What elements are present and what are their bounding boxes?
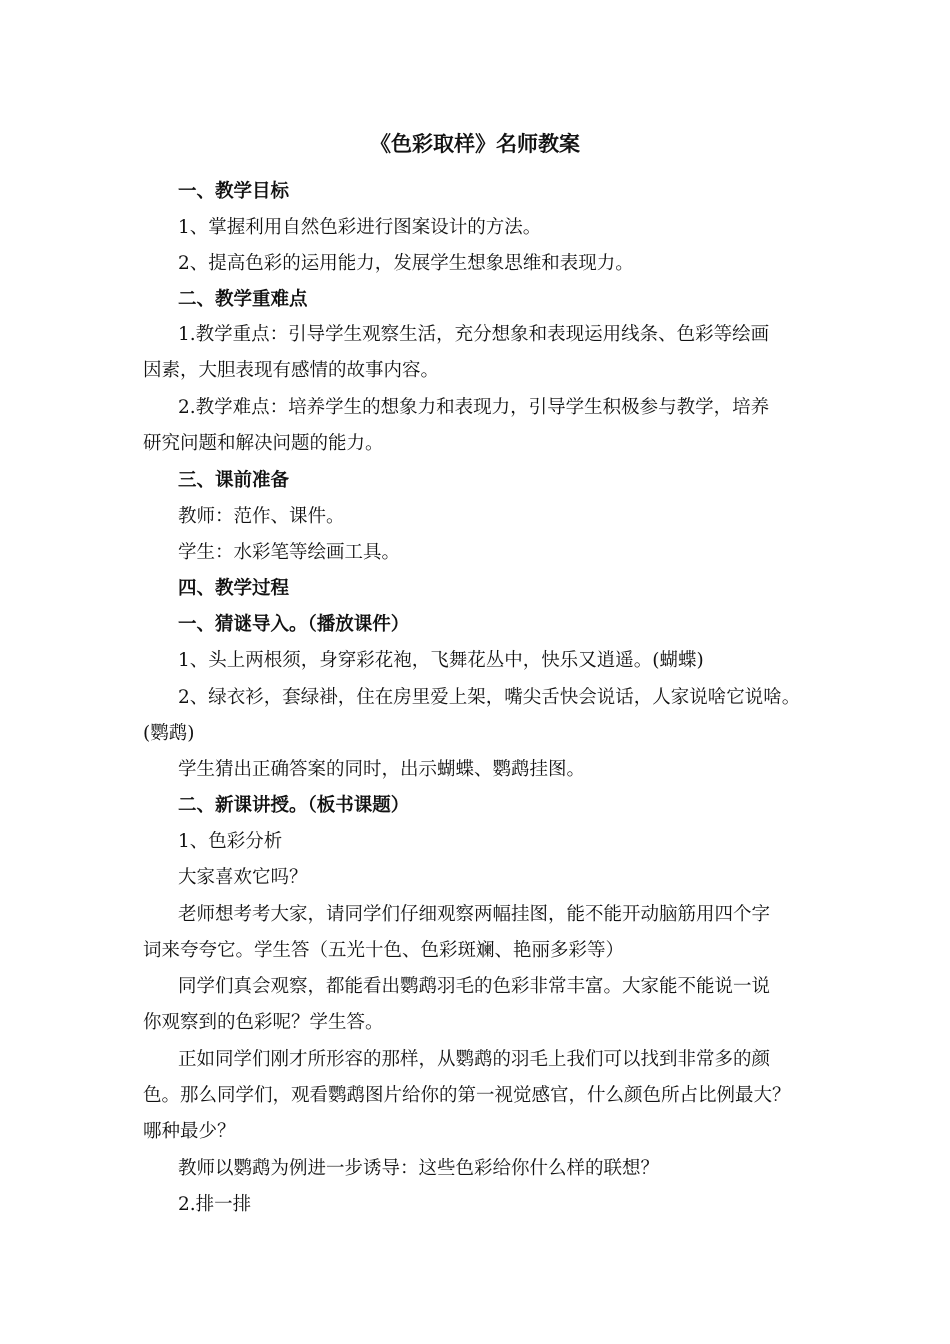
paragraph-line: 教师以鹦鹉为例进一步诱导：这些色彩给你什么样的联想？ — [178, 1158, 660, 1179]
paragraph-line: 色。那么同学们，观看鹦鹉图片给你的第一视觉感官，什么颜色所占比例最大？ — [143, 1085, 791, 1106]
paragraph-line: 你观察到的色彩呢？学生答。 — [143, 1012, 384, 1033]
paragraph-line: 同学们真会观察，都能看出鹦鹉羽毛的色彩非常丰富。大家能不能说一说 — [178, 976, 771, 997]
section-heading: 二、教学重难点 — [178, 289, 308, 310]
paragraph-line: 教师：范作、课件。 — [178, 506, 345, 527]
paragraph-line: 因素，大胆表现有感情的故事内容。 — [143, 360, 440, 381]
paragraph-line: 2.教学难点：培养学生的想象力和表现力，引导学生积极参与教学，培养 — [178, 397, 770, 418]
paragraph-line: 1、色彩分析 — [178, 831, 283, 852]
section-heading: 三、课前准备 — [178, 470, 290, 491]
paragraph-line: 2、提高色彩的运用能力，发展学生想象思维和表现力。 — [178, 253, 634, 274]
subsection-heading: 二、新课讲授。（板书课题） — [178, 795, 410, 816]
paragraph-line: 词来夸夸它。学生答（五光十色、色彩斑斓、艳丽多彩等） — [143, 940, 625, 961]
paragraph-line: 2、绿衣衫，套绿褂，住在房里爱上架，嘴尖舌快会说话，人家说啥它说啥。 — [178, 687, 801, 708]
section-heading: 四、教学过程 — [178, 578, 290, 599]
page-title: 《色彩取样》名师教案 — [370, 132, 580, 156]
paragraph-line: 1、头上两根须，身穿彩花袍，飞舞花丛中，快乐又逍遥。(蝴蝶) — [178, 650, 704, 671]
paragraph-line: 老师想考考大家，请同学们仔细观察两幅挂图，能不能开动脑筋用四个字 — [178, 904, 771, 925]
paragraph-line: 大家喜欢它吗？ — [178, 867, 308, 888]
paragraph-line: 研究问题和解决问题的能力。 — [143, 433, 384, 454]
paragraph-line: (鹦鹉) — [143, 723, 195, 744]
paragraph-line: 1.教学重点：引导学生观察生活，充分想象和表现运用线条、色彩等绘画 — [178, 324, 770, 345]
subsection-heading: 一、猜谜导入。（播放课件） — [178, 614, 410, 635]
paragraph-line: 正如同学们刚才所形容的那样，从鹦鹉的羽毛上我们可以找到非常多的颜 — [178, 1049, 771, 1070]
section-heading: 一、教学目标 — [178, 181, 290, 202]
paragraph-line: 学生：水彩笔等绘画工具。 — [178, 542, 401, 563]
paragraph-line: 1、掌握利用自然色彩进行图案设计的方法。 — [178, 217, 542, 238]
paragraph-line: 学生猜出正确答案的同时，出示蝴蝶、鹦鹉挂图。 — [178, 759, 586, 780]
paragraph-line: 哪种最少？ — [143, 1121, 236, 1142]
paragraph-line: 2.排一排 — [178, 1194, 252, 1215]
